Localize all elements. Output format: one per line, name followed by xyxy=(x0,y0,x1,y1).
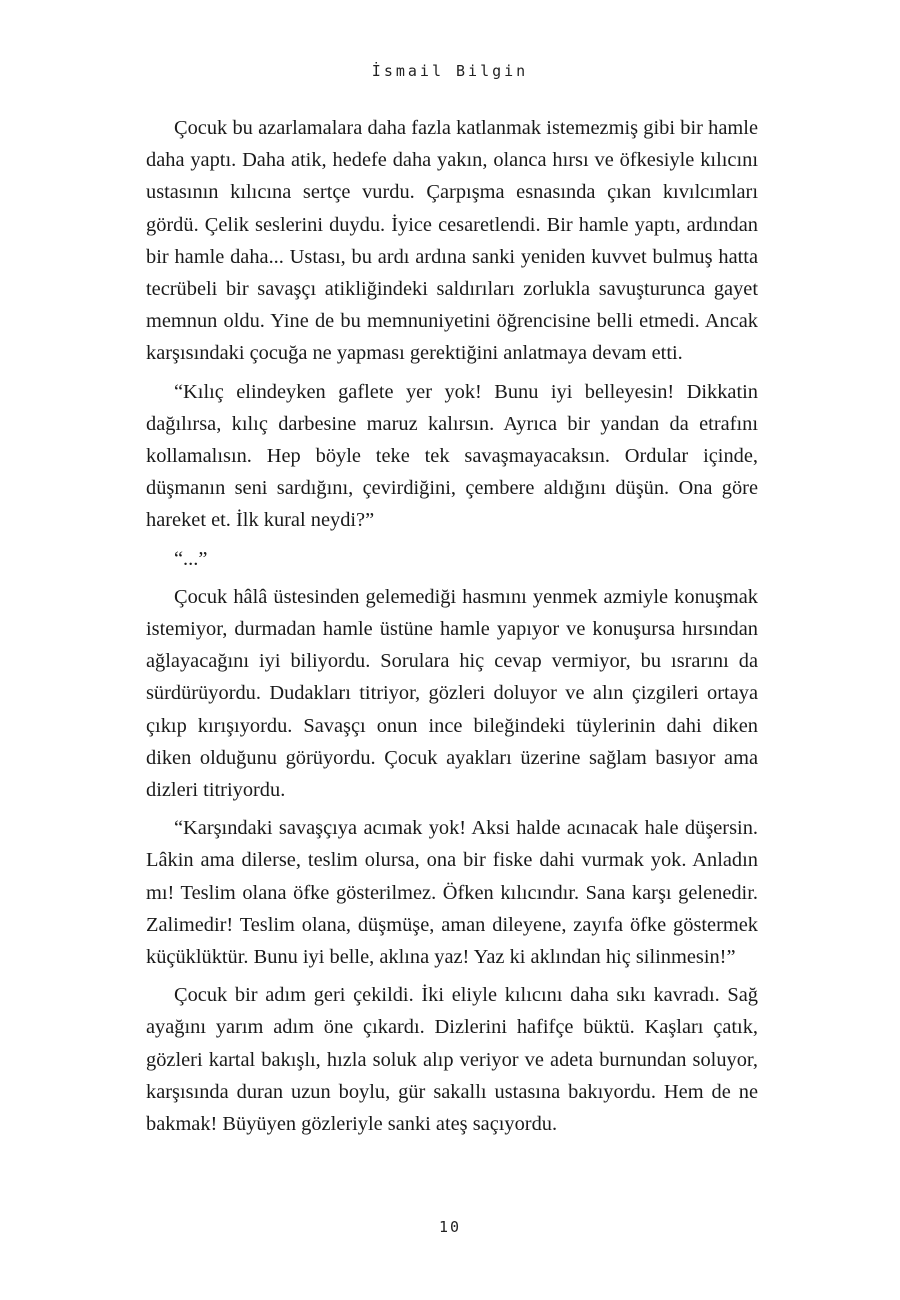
paragraph: Çocuk bir adım geri çekildi. İki eliyle kılıcını daha sıkı kavradı. Sağ ayağını yarım adım öne çıkardı. Dizlerini hafifçe büktü. Kaşları çatık, gözleri kartal bakışlı, hızla soluk alıp veriyor ve adeta burnundan soluyor, karşısında duran uzun boylu, gür sakallı ustasına bakıyordu. Hem de ne bakmak! Büyüyen gözleriyle sanki ateş saçıyordu. xyxy=(146,984,758,1136)
body-text xyxy=(146,112,758,1146)
paragraph: Çocuk bu azarlamalara daha fazla katlanmak istemezmiş gibi bir hamle daha yaptı. Daha atik, hedefe daha yakın, olanca hırsı ve öfkesiyle kılıcını ustasının kılıcına sertçe vurdu. Çarpışma esnasında çıkan kıvılcımları gördü. Çelik seslerini duydu. İyice cesaretlendi. Bir hamle yaptı, ardından bir hamle daha... Ustası, bu ardı ardına sanki yeniden kuvvet bulmuş hatta tecrübeli bir savaşçı atikliğindeki saldırıları zorlukla savuşturunca gayet memnun oldu. Yine de bu memnuniyetini öğrencisine belli etmedi. Ancak karşısındaki çocuğa ne yapması gerektiğini anlatmaya devam etti. xyxy=(146,117,758,365)
paragraph: “Karşındaki savaşçıya acımak yok! Aksi halde acınacak hale düşersin. Lâkin ama dilerse, teslim olursa, ona bir fiske dahi vurmak yok. Anladın mı! Teslim olana öfke gösterilmez. Öfken kılıcındır. Sana karşı gelenedir. Zalimedir! Teslim olana, düşmüşe, aman dileyene, zayıfa öfke göstermek küçüklüktür. Bunu iyi belle, aklına yaz! Yaz ki aklından hiç silinmesin!” xyxy=(146,817,758,969)
page-number: 10 xyxy=(438,1218,462,1236)
paragraph: “...” xyxy=(174,547,208,570)
running-header: İsmail Bilgin xyxy=(371,62,529,80)
paragraph: “Kılıç elindeyken gaflete yer yok! Bunu iyi belleyesin! Dikkatin dağılırsa, kılıç darbesine maruz kalırsın. Ayrıca bir yandan da etrafını kollamalısın. Hep böyle teke tek savaşmayacaksın. Ordular içinde, düşmanın seni sardığını, çevirdiğini, çembere aldığını düşün. Ona göre hareket et. İlk kural neydi?” xyxy=(146,380,758,532)
paragraph: Çocuk hâlâ üstesinden gelemediği hasmını yenmek azmiyle konuşmak istemiyor, durmadan hamle üstüne hamle yapıyor ve konuşursa hırsından ağlayacağını iyi biliyordu. Sorulara hiç cevap vermiyor, bu ısrarını da sürdürüyordu. Dudakları titriyor, gözleri doluyor ve alın çizgileri ortaya çıkıp kırışıyordu. Savaşçı onun ince bileğindeki tüylerinin dahi diken diken olduğunu görüyordu. Çocuk ayakları üzerine sağlam basıyor ama dizleri titriyordu. xyxy=(146,585,758,802)
